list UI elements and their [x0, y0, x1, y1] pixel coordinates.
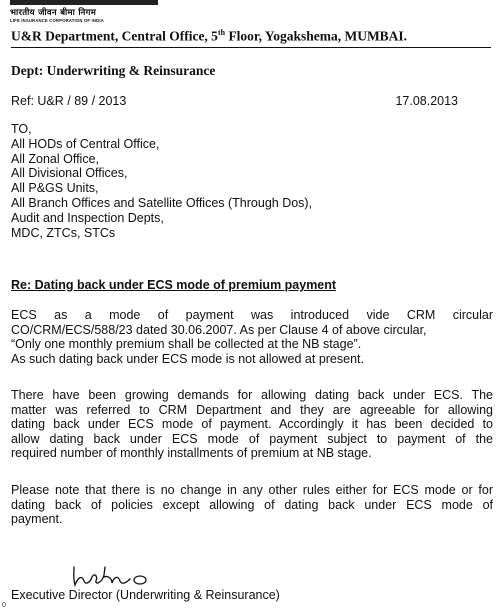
paragraph-line: CO/CRM/ECS/588/23 dated 30.06.2007. As per Clause 4 of above circular, — [11, 322, 427, 337]
dept-line-post: Floor, Yogakshema, MUMBAI. — [225, 28, 408, 44]
paragraph-line: As such dating back under ECS mode is not allowed at present. — [11, 351, 364, 366]
paragraph-line: dating back of policies except allowing of dating back under ECS mode of — [11, 497, 493, 512]
recipient-item: All Zonal Office, — [11, 151, 100, 166]
paragraph-line: required number of monthly installments of premium at NB stage. — [11, 446, 372, 460]
paragraph-line: There have been growing demands for allowing dating back under ECS. The — [11, 388, 493, 402]
paragraph-line: “Only one monthly premium shall be collected at the NB stage”. — [11, 337, 362, 351]
recipient-item: All Branch Offices and Satellite Offices (Through Dos), — [11, 195, 313, 210]
signatory-title: Executive Director (Underwriting & Reinsurance) — [11, 588, 280, 602]
dept-line-pre: U&R Department, Central Office, 5 — [11, 28, 218, 44]
paragraph-3 — [11, 483, 493, 527]
paragraph-line: dating back under ECS mode of payment. Accordingly it has been decided to — [11, 417, 493, 431]
dept-line-sup: th — [217, 28, 226, 37]
subject-line: Re: Dating back under ECS mode of premium payment — [11, 278, 337, 292]
recipient-item: Audit and Inspection Depts, — [11, 210, 164, 225]
lic-logo — [10, 0, 158, 24]
paragraph-line: Please note that there is no change in any other rules either for ECS mode or for — [11, 483, 493, 497]
paragraph-line: matter was referred to CRM Department and they are agreeable for allowing — [11, 402, 493, 417]
recipient-item: All P&GS Units, — [11, 181, 99, 196]
paragraph-line: ECS as a mode of payment was introduced vide CRM circular — [11, 308, 493, 322]
recipient-item: MDC, ZTCs, STCs — [11, 225, 116, 240]
paragraph-line: payment. — [11, 512, 63, 526]
margin-mark: 0 — [2, 602, 6, 609]
recipient-item: All HODs of Central Office, — [11, 136, 160, 151]
paragraph-1 — [11, 308, 493, 366]
recipients-block — [11, 122, 312, 240]
reference-number: Ref: U&R / 89 / 2013 — [11, 94, 127, 108]
logo-hindi-text: भारतीय जीवन बीमा निगम — [10, 8, 97, 18]
recipient-item: All Divisional Offices, — [11, 166, 128, 181]
paragraph-line: allow dating back under ECS mode of payment subject to payment of the — [11, 431, 493, 446]
logo-english-text: LIFE INSURANCE CORPORATION OF INDIA — [10, 18, 104, 23]
logo-bar — [10, 0, 158, 5]
letter-date: 17.08.2013 — [395, 94, 458, 108]
paragraph-2 — [11, 388, 493, 461]
handwritten-signature — [68, 563, 158, 589]
department-address — [11, 28, 491, 48]
dept-heading: Dept: Underwriting & Reinsurance — [11, 63, 216, 78]
to-label: TO, — [11, 122, 32, 136]
